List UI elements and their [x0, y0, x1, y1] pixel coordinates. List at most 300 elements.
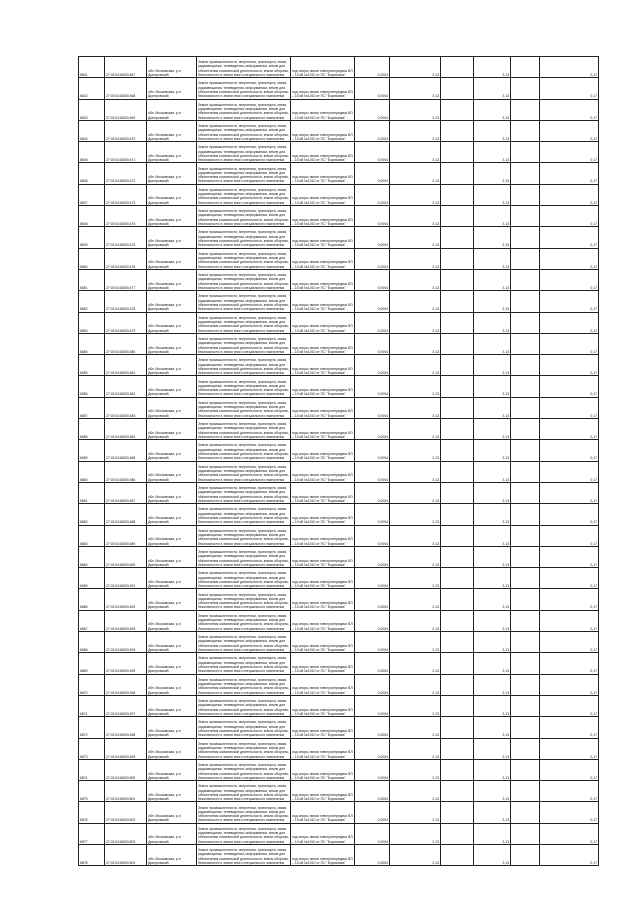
- table-row: [79, 269, 599, 290]
- cadastral-value-cell: 2,13: [474, 610, 511, 631]
- row-number-cell: 6868: [79, 632, 105, 653]
- area-cell: 0,0004: [355, 589, 390, 610]
- address-cell: обл. Московская, р-н Дмитровский: [147, 333, 197, 354]
- specific-value-cell: 2,13: [390, 632, 441, 653]
- specific-value-cell: 2,13: [390, 546, 441, 567]
- permitted-use-cell: под опоры линии электропередачи ВЛ – 10 кВ №1010 от ПС "Борисовка": [291, 695, 355, 716]
- row-number-cell: 6857: [79, 397, 105, 418]
- row-number-cell: 6871: [79, 695, 105, 716]
- specific-value-cell: 2,13: [390, 78, 441, 99]
- unit-value-cell: 0,17: [540, 312, 599, 333]
- address-cell: обл. Московская, р-н Дмитровский: [147, 440, 197, 461]
- permitted-use-cell: под опоры линии электропередачи ВЛ – 10 кВ №1010 от ПС "Борисовка": [291, 610, 355, 631]
- land-category-cell: Земли промышленности, энергетики, транспорта, связи, радиовещания, телевидения, информатики, земли для обеспечения космической деятельности, земли обороны, безопасности и земли иного специального назначения: [197, 206, 291, 227]
- land-category-cell: Земли промышленности, энергетики, транспорта, связи, радиовещания, телевидения, информатики, земли для обеспечения космической деятельности, земли обороны, безопасности и земли иного специального назначения: [197, 120, 291, 141]
- unit-value-cell: 0,17: [540, 461, 599, 482]
- cadastral-value-cell: 2,13: [474, 546, 511, 567]
- land-category-cell: Земли промышленности, энергетики, транспорта, связи, радиовещания, телевидения, информатики, земли для обеспечения космической деятельности, земли обороны, безопасности и земли иного специального назначения: [197, 163, 291, 184]
- land-category-cell: Земли промышленности, энергетики, транспорта, связи, радиовещания, телевидения, информатики, земли для обеспечения космической деятельности, земли обороны, безопасности и земли иного специального назначения: [197, 461, 291, 482]
- address-cell: обл. Московская, р-н Дмитровский: [147, 653, 197, 674]
- table-row: [79, 525, 599, 546]
- area-cell: 0,0004: [355, 312, 390, 333]
- empty-cell: [441, 482, 474, 503]
- specific-value-cell: 2,13: [390, 355, 441, 376]
- land-category-cell: Земли промышленности, энергетики, транспорта, связи, радиовещания, телевидения, информатики, земли для обеспечения космической деятельности, земли обороны, безопасности и земли иного специального назначения: [197, 610, 291, 631]
- cadastral-value-cell: 2,13: [474, 653, 511, 674]
- table-row: [79, 461, 599, 482]
- land-category-cell: Земли промышленности, энергетики, транспорта, связи, радиовещания, телевидения, информатики, земли для обеспечения космической деятельности, земли обороны, безопасности и земли иного специального назначения: [197, 312, 291, 333]
- land-category-cell: Земли промышленности, энергетики, транспорта, связи, радиовещания, телевидения, информатики, земли для обеспечения космической деятельности, земли обороны, безопасности и земли иного специального назначения: [197, 525, 291, 546]
- cadastral-number-cell: 27:02:0415603:469: [105, 99, 147, 120]
- cadastral-number-cell: 27:02:0415603:475: [105, 227, 147, 248]
- area-cell: 0,0004: [355, 653, 390, 674]
- table-row: [79, 844, 599, 865]
- area-cell: 0,0004: [355, 695, 390, 716]
- land-category-cell: Земли промышленности, энергетики, транспорта, связи, радиовещания, телевидения, информатики, земли для обеспечения космической деятельности, земли обороны, безопасности и земли иного специального назначения: [197, 738, 291, 759]
- area-cell: 0,0004: [355, 120, 390, 141]
- land-category-cell: Земли промышленности, энергетики, транспорта, связи, радиовещания, телевидения, информатики, земли для обеспечения космической деятельности, земли обороны, безопасности и земли иного специального назначения: [197, 482, 291, 503]
- permitted-use-cell: под опоры линии электропередачи ВЛ – 10 кВ №1010 от ПС "Борисовка": [291, 504, 355, 525]
- address-cell: обл. Московская, р-н Дмитровский: [147, 461, 197, 482]
- empty-cell: [441, 57, 474, 78]
- permitted-use-cell: под опоры линии электропередачи ВЛ – 10 кВ №1010 от ПС "Борисовка": [291, 802, 355, 823]
- cadastral-value-cell: 2,13: [474, 440, 511, 461]
- empty-cell: [441, 376, 474, 397]
- area-cell: 0,0004: [355, 525, 390, 546]
- specific-value-cell: 2,13: [390, 674, 441, 695]
- cadastral-value-cell: 2,13: [474, 738, 511, 759]
- table-row: [79, 504, 599, 525]
- area-cell: 0,0004: [355, 461, 390, 482]
- specific-value-cell: 2,13: [390, 738, 441, 759]
- cadastral-value-cell: 2,13: [474, 482, 511, 503]
- land-category-cell: Земли промышленности, энергетики, транспорта, связи, радиовещания, телевидения, информатики, земли для обеспечения космической деятельности, земли обороны, безопасности и земли иного специального назначения: [197, 333, 291, 354]
- area-cell: 0,0004: [355, 759, 390, 780]
- specific-value-cell: 2,13: [390, 120, 441, 141]
- cadastral-number-cell: 27:02:0415603:501: [105, 781, 147, 802]
- address-cell: обл. Московская, р-н Дмитровский: [147, 376, 197, 397]
- address-cell: обл. Московская, р-н Дмитровский: [147, 695, 197, 716]
- land-category-cell: Земли промышленности, энергетики, транспорта, связи, радиовещания, телевидения, информатики, земли для обеспечения космической деятельности, земли обороны, безопасности и земли иного специального назначения: [197, 695, 291, 716]
- area-cell: 0,0004: [355, 802, 390, 823]
- area-cell: 0,0004: [355, 397, 390, 418]
- specific-value-cell: 2,13: [390, 589, 441, 610]
- row-number-cell: 6848: [79, 206, 105, 227]
- specific-value-cell: 2,13: [390, 482, 441, 503]
- permitted-use-cell: под опоры линии электропередачи ВЛ – 10 кВ №1010 от ПС "Борисовка": [291, 717, 355, 738]
- empty-cell: [441, 504, 474, 525]
- permitted-use-cell: под опоры линии электропередачи ВЛ – 10 кВ №1010 от ПС "Борисовка": [291, 57, 355, 78]
- row-number-cell: 6878: [79, 844, 105, 865]
- area-cell: 0,0004: [355, 78, 390, 99]
- permitted-use-cell: под опоры линии электропередачи ВЛ – 10 кВ №1010 от ПС "Борисовка": [291, 589, 355, 610]
- address-cell: обл. Московская, р-н Дмитровский: [147, 78, 197, 99]
- cadastral-number-cell: 27:02:0415603:494: [105, 632, 147, 653]
- unit-value-cell: 0,17: [540, 184, 599, 205]
- permitted-use-cell: под опоры линии электропередачи ВЛ – 10 кВ №1010 от ПС "Борисовка": [291, 525, 355, 546]
- table-row: [79, 802, 599, 823]
- cadastral-value-cell: 2,13: [474, 206, 511, 227]
- empty-cell: [441, 248, 474, 269]
- empty-cell: [511, 163, 540, 184]
- area-cell: 0,0004: [355, 632, 390, 653]
- empty-cell: [511, 823, 540, 844]
- row-number-cell: 6843: [79, 99, 105, 120]
- address-cell: обл. Московская, р-н Дмитровский: [147, 504, 197, 525]
- unit-value-cell: 0,17: [540, 844, 599, 865]
- specific-value-cell: 2,13: [390, 610, 441, 631]
- address-cell: обл. Московская, р-н Дмитровский: [147, 57, 197, 78]
- row-number-cell: 6849: [79, 227, 105, 248]
- table-row: [79, 610, 599, 631]
- empty-cell: [511, 78, 540, 99]
- table-row: [79, 482, 599, 503]
- land-category-cell: Земли промышленности, энергетики, транспорта, связи, радиовещания, телевидения, информатики, земли для обеспечения космической деятельности, земли обороны, безопасности и земли иного специального назначения: [197, 397, 291, 418]
- empty-cell: [441, 312, 474, 333]
- address-cell: обл. Московская, р-н Дмитровский: [147, 163, 197, 184]
- empty-cell: [511, 546, 540, 567]
- unit-value-cell: 0,17: [540, 120, 599, 141]
- unit-value-cell: 0,17: [540, 759, 599, 780]
- empty-cell: [441, 440, 474, 461]
- land-category-cell: Земли промышленности, энергетики, транспорта, связи, радиовещания, телевидения, информатики, земли для обеспечения космической деятельности, земли обороны, безопасности и земли иного специального назначения: [197, 376, 291, 397]
- cadastral-value-cell: 2,13: [474, 248, 511, 269]
- specific-value-cell: 2,13: [390, 57, 441, 78]
- cadastral-value-cell: 2,13: [474, 802, 511, 823]
- table-row: [79, 120, 599, 141]
- land-category-cell: Земли промышленности, энергетики, транспорта, связи, радиовещания, телевидения, информатики, земли для обеспечения космической деятельности, земли обороны, безопасности и земли иного специального назначения: [197, 717, 291, 738]
- land-category-cell: Земли промышленности, энергетики, транспорта, связи, радиовещания, телевидения, информатики, земли для обеспечения космической деятельности, земли обороны, безопасности и земли иного специального назначения: [197, 504, 291, 525]
- land-category-cell: Земли промышленности, энергетики, транспорта, связи, радиовещания, телевидения, информатики, земли для обеспечения космической деятельности, земли обороны, безопасности и земли иного специального назначения: [197, 184, 291, 205]
- row-number-cell: 6875: [79, 781, 105, 802]
- unit-value-cell: 0,17: [540, 142, 599, 163]
- permitted-use-cell: под опоры линии электропередачи ВЛ – 10 кВ №1010 от ПС "Борисовка": [291, 163, 355, 184]
- permitted-use-cell: под опоры линии электропередачи ВЛ – 10 кВ №1010 от ПС "Борисовка": [291, 482, 355, 503]
- address-cell: обл. Московская, р-н Дмитровский: [147, 312, 197, 333]
- row-number-cell: 6876: [79, 802, 105, 823]
- unit-value-cell: 0,17: [540, 227, 599, 248]
- unit-value-cell: 0,17: [540, 504, 599, 525]
- cadastral-value-cell: 2,13: [474, 78, 511, 99]
- cadastral-value-cell: 2,13: [474, 397, 511, 418]
- land-category-cell: Земли промышленности, энергетики, транспорта, связи, радиовещания, телевидения, информатики, земли для обеспечения космической деятельности, земли обороны, безопасности и земли иного специального назначения: [197, 568, 291, 589]
- empty-cell: [441, 589, 474, 610]
- cadastral-value-cell: 2,13: [474, 781, 511, 802]
- empty-cell: [511, 440, 540, 461]
- specific-value-cell: 2,13: [390, 99, 441, 120]
- row-number-cell: 6856: [79, 376, 105, 397]
- cadastral-number-cell: 27:02:0415603:486: [105, 461, 147, 482]
- cadastral-value-cell: 2,13: [474, 717, 511, 738]
- empty-cell: [441, 461, 474, 482]
- permitted-use-cell: под опоры линии электропередачи ВЛ – 10 кВ №1010 от ПС "Борисовка": [291, 206, 355, 227]
- cadastral-number-cell: 27:02:0415603:498: [105, 717, 147, 738]
- permitted-use-cell: под опоры линии электропередачи ВЛ – 10 кВ №1010 от ПС "Борисовка": [291, 397, 355, 418]
- cadastral-number-cell: 27:02:0415603:484: [105, 419, 147, 440]
- cadastral-value-cell: 2,13: [474, 568, 511, 589]
- specific-value-cell: 2,13: [390, 802, 441, 823]
- land-category-cell: Земли промышленности, энергетики, транспорта, связи, радиовещания, телевидения, информатики, земли для обеспечения космической деятельности, земли обороны, безопасности и земли иного специального назначения: [197, 269, 291, 290]
- empty-cell: [441, 781, 474, 802]
- row-number-cell: 6851: [79, 269, 105, 290]
- empty-cell: [511, 269, 540, 290]
- empty-cell: [441, 142, 474, 163]
- table-row: [79, 184, 599, 205]
- specific-value-cell: 2,13: [390, 461, 441, 482]
- empty-cell: [441, 525, 474, 546]
- specific-value-cell: 2,13: [390, 142, 441, 163]
- cadastral-number-cell: 27:02:0415603:470: [105, 120, 147, 141]
- cadastral-number-cell: 27:02:0415603:489: [105, 525, 147, 546]
- land-category-cell: Земли промышленности, энергетики, транспорта, связи, радиовещания, телевидения, информатики, земли для обеспечения космической деятельности, земли обороны, безопасности и земли иного специального назначения: [197, 99, 291, 120]
- permitted-use-cell: под опоры линии электропередачи ВЛ – 10 кВ №1010 от ПС "Борисовка": [291, 78, 355, 99]
- specific-value-cell: 2,13: [390, 440, 441, 461]
- specific-value-cell: 2,13: [390, 568, 441, 589]
- area-cell: 0,0004: [355, 610, 390, 631]
- table-row: [79, 759, 599, 780]
- permitted-use-cell: под опоры линии электропередачи ВЛ – 10 кВ №1010 от ПС "Борисовка": [291, 333, 355, 354]
- cadastral-number-cell: 27:02:0415603:499: [105, 738, 147, 759]
- address-cell: обл. Московская, р-н Дмитровский: [147, 589, 197, 610]
- specific-value-cell: 2,13: [390, 291, 441, 312]
- specific-value-cell: 2,13: [390, 376, 441, 397]
- address-cell: обл. Московская, р-н Дмитровский: [147, 99, 197, 120]
- land-category-cell: Земли промышленности, энергетики, транспорта, связи, радиовещания, телевидения, информатики, земли для обеспечения космической деятельности, земли обороны, безопасности и земли иного специального назначения: [197, 227, 291, 248]
- land-category-cell: Земли промышленности, энергетики, транспорта, связи, радиовещания, телевидения, информатики, земли для обеспечения космической деятельности, земли обороны, безопасности и земли иного специального назначения: [197, 291, 291, 312]
- empty-cell: [511, 184, 540, 205]
- unit-value-cell: 0,17: [540, 397, 599, 418]
- area-cell: 0,0004: [355, 142, 390, 163]
- empty-cell: [511, 525, 540, 546]
- land-category-cell: Земли промышленности, энергетики, транспорта, связи, радиовещания, телевидения, информатики, земли для обеспечения космической деятельности, земли обороны, безопасности и земли иного специального назначения: [197, 546, 291, 567]
- address-cell: обл. Московская, р-н Дмитровский: [147, 355, 197, 376]
- unit-value-cell: 0,17: [540, 738, 599, 759]
- permitted-use-cell: под опоры линии электропередачи ВЛ – 10 кВ №1010 от ПС "Борисовка": [291, 291, 355, 312]
- row-number-cell: 6847: [79, 184, 105, 205]
- empty-cell: [441, 291, 474, 312]
- empty-cell: [511, 717, 540, 738]
- row-number-cell: 6863: [79, 525, 105, 546]
- empty-cell: [441, 759, 474, 780]
- empty-cell: [441, 674, 474, 695]
- empty-cell: [441, 802, 474, 823]
- cadastral-number-cell: 27:02:0415603:502: [105, 802, 147, 823]
- specific-value-cell: 2,13: [390, 227, 441, 248]
- unit-value-cell: 0,17: [540, 440, 599, 461]
- cadastral-number-cell: 27:02:0415603:500: [105, 759, 147, 780]
- permitted-use-cell: под опоры линии электропередачи ВЛ – 10 кВ №1010 от ПС "Борисовка": [291, 823, 355, 844]
- cadastral-value-cell: 2,13: [474, 355, 511, 376]
- cadastral-number-cell: 27:02:0415603:487: [105, 482, 147, 503]
- empty-cell: [511, 482, 540, 503]
- unit-value-cell: 0,17: [540, 248, 599, 269]
- address-cell: обл. Московская, р-н Дмитровский: [147, 291, 197, 312]
- specific-value-cell: 2,13: [390, 653, 441, 674]
- table-row: [79, 440, 599, 461]
- empty-cell: [511, 312, 540, 333]
- empty-cell: [511, 99, 540, 120]
- cadastral-value-cell: 2,13: [474, 632, 511, 653]
- cadastral-number-cell: 27:02:0415603:479: [105, 312, 147, 333]
- permitted-use-cell: под опоры линии электропередачи ВЛ – 10 кВ №1010 от ПС "Борисовка": [291, 227, 355, 248]
- address-cell: обл. Московская, р-н Дмитровский: [147, 184, 197, 205]
- address-cell: обл. Московская, р-н Дмитровский: [147, 419, 197, 440]
- unit-value-cell: 0,17: [540, 333, 599, 354]
- table-row: [79, 99, 599, 120]
- cadastral-value-cell: 2,13: [474, 312, 511, 333]
- row-number-cell: 6842: [79, 78, 105, 99]
- cadastral-value-cell: 2,13: [474, 184, 511, 205]
- area-cell: 0,0004: [355, 99, 390, 120]
- empty-cell: [511, 57, 540, 78]
- land-category-cell: Земли промышленности, энергетики, транспорта, связи, радиовещания, телевидения, информатики, земли для обеспечения космической деятельности, земли обороны, безопасности и земли иного специального назначения: [197, 844, 291, 865]
- empty-cell: [511, 227, 540, 248]
- empty-cell: [441, 227, 474, 248]
- cadastral-value-cell: 2,13: [474, 163, 511, 184]
- empty-cell: [511, 802, 540, 823]
- area-cell: 0,0004: [355, 717, 390, 738]
- table-row: [79, 333, 599, 354]
- table-row: [79, 355, 599, 376]
- table-row: [79, 376, 599, 397]
- empty-cell: [441, 333, 474, 354]
- land-category-cell: Земли промышленности, энергетики, транспорта, связи, радиовещания, телевидения, информатики, земли для обеспечения космической деятельности, земли обороны, безопасности и земли иного специального назначения: [197, 653, 291, 674]
- permitted-use-cell: под опоры линии электропередачи ВЛ – 10 кВ №1010 от ПС "Борисовка": [291, 312, 355, 333]
- unit-value-cell: 0,17: [540, 589, 599, 610]
- unit-value-cell: 0,17: [540, 823, 599, 844]
- cadastral-number-cell: 27:02:0415603:493: [105, 610, 147, 631]
- land-category-cell: Земли промышленности, энергетики, транспорта, связи, радиовещания, телевидения, информатики, земли для обеспечения космической деятельности, земли обороны, безопасности и земли иного специального назначения: [197, 57, 291, 78]
- area-cell: 0,0004: [355, 482, 390, 503]
- permitted-use-cell: под опоры линии электропередачи ВЛ – 10 кВ №1010 от ПС "Борисовка": [291, 248, 355, 269]
- unit-value-cell: 0,17: [540, 482, 599, 503]
- row-number-cell: 6858: [79, 419, 105, 440]
- unit-value-cell: 0,17: [540, 355, 599, 376]
- unit-value-cell: 0,17: [540, 610, 599, 631]
- area-cell: 0,0004: [355, 844, 390, 865]
- address-cell: обл. Московская, р-н Дмитровский: [147, 610, 197, 631]
- permitted-use-cell: под опоры линии электропередачи ВЛ – 10 кВ №1010 от ПС "Борисовка": [291, 461, 355, 482]
- permitted-use-cell: под опоры линии электропередачи ВЛ – 10 кВ №1010 от ПС "Борисовка": [291, 269, 355, 290]
- row-number-cell: 6860: [79, 461, 105, 482]
- area-cell: 0,0004: [355, 376, 390, 397]
- cadastral-value-cell: 2,13: [474, 57, 511, 78]
- empty-cell: [441, 546, 474, 567]
- empty-cell: [511, 589, 540, 610]
- specific-value-cell: 2,13: [390, 823, 441, 844]
- empty-cell: [511, 781, 540, 802]
- specific-value-cell: 2,13: [390, 206, 441, 227]
- empty-cell: [441, 397, 474, 418]
- address-cell: обл. Московская, р-н Дмитровский: [147, 227, 197, 248]
- unit-value-cell: 0,17: [540, 99, 599, 120]
- row-number-cell: 6852: [79, 291, 105, 312]
- empty-cell: [511, 142, 540, 163]
- table-row: [79, 589, 599, 610]
- row-number-cell: 6864: [79, 546, 105, 567]
- specific-value-cell: 2,13: [390, 184, 441, 205]
- area-cell: 0,0004: [355, 333, 390, 354]
- address-cell: обл. Московская, р-н Дмитровский: [147, 781, 197, 802]
- unit-value-cell: 0,17: [540, 546, 599, 567]
- permitted-use-cell: под опоры линии электропередачи ВЛ – 10 кВ №1010 от ПС "Борисовка": [291, 355, 355, 376]
- empty-cell: [511, 120, 540, 141]
- table-row: [79, 163, 599, 184]
- unit-value-cell: 0,17: [540, 695, 599, 716]
- cadastral-number-cell: 27:02:0415603:477: [105, 269, 147, 290]
- cadastral-value-cell: 2,13: [474, 525, 511, 546]
- empty-cell: [511, 653, 540, 674]
- row-number-cell: 6854: [79, 333, 105, 354]
- cadastral-number-cell: 27:02:0415603:503: [105, 823, 147, 844]
- area-cell: 0,0004: [355, 184, 390, 205]
- cadastral-value-cell: 2,13: [474, 376, 511, 397]
- row-number-cell: 6872: [79, 717, 105, 738]
- empty-cell: [441, 163, 474, 184]
- area-cell: 0,0004: [355, 440, 390, 461]
- specific-value-cell: 2,13: [390, 248, 441, 269]
- unit-value-cell: 0,17: [540, 653, 599, 674]
- row-number-cell: 6877: [79, 823, 105, 844]
- table-row: [79, 717, 599, 738]
- table-row: [79, 632, 599, 653]
- empty-cell: [441, 717, 474, 738]
- row-number-cell: 6873: [79, 738, 105, 759]
- specific-value-cell: 2,13: [390, 163, 441, 184]
- row-number-cell: 6855: [79, 355, 105, 376]
- unit-value-cell: 0,17: [540, 717, 599, 738]
- cadastral-value-cell: 2,13: [474, 823, 511, 844]
- area-cell: 0,0004: [355, 419, 390, 440]
- cadastral-number-cell: 27:02:0415603:474: [105, 206, 147, 227]
- table-row: [79, 781, 599, 802]
- cadastral-value-cell: 2,13: [474, 461, 511, 482]
- row-number-cell: 6846: [79, 163, 105, 184]
- address-cell: обл. Московская, р-н Дмитровский: [147, 482, 197, 503]
- permitted-use-cell: под опоры линии электропередачи ВЛ – 10 кВ №1010 от ПС "Борисовка": [291, 376, 355, 397]
- cadastral-value-cell: 2,13: [474, 695, 511, 716]
- cadastral-number-cell: 27:02:0415603:485: [105, 440, 147, 461]
- empty-cell: [441, 738, 474, 759]
- area-cell: 0,0004: [355, 248, 390, 269]
- area-cell: 0,0004: [355, 568, 390, 589]
- empty-cell: [441, 184, 474, 205]
- unit-value-cell: 0,17: [540, 525, 599, 546]
- row-number-cell: 6859: [79, 440, 105, 461]
- row-number-cell: 6861: [79, 482, 105, 503]
- empty-cell: [441, 120, 474, 141]
- unit-value-cell: 0,17: [540, 674, 599, 695]
- empty-cell: [511, 759, 540, 780]
- table-row: [79, 248, 599, 269]
- table-row: [79, 57, 599, 78]
- row-number-cell: 6850: [79, 248, 105, 269]
- specific-value-cell: 2,13: [390, 695, 441, 716]
- cadastral-number-cell: 27:02:0415603:504: [105, 844, 147, 865]
- cadastral-number-cell: 27:02:0415603:490: [105, 546, 147, 567]
- land-category-cell: Земли промышленности, энергетики, транспорта, связи, радиовещания, телевидения, информатики, земли для обеспечения космической деятельности, земли обороны, безопасности и земли иного специального назначения: [197, 823, 291, 844]
- table-row: [79, 291, 599, 312]
- address-cell: обл. Московская, р-н Дмитровский: [147, 823, 197, 844]
- permitted-use-cell: под опоры линии электропередачи ВЛ – 10 кВ №1010 от ПС "Борисовка": [291, 546, 355, 567]
- empty-cell: [511, 674, 540, 695]
- empty-cell: [441, 568, 474, 589]
- specific-value-cell: 2,13: [390, 397, 441, 418]
- land-category-cell: Земли промышленности, энергетики, транспорта, связи, радиовещания, телевидения, информатики, земли для обеспечения космической деятельности, земли обороны, безопасности и земли иного специального назначения: [197, 78, 291, 99]
- land-category-cell: Земли промышленности, энергетики, транспорта, связи, радиовещания, телевидения, информатики, земли для обеспечения космической деятельности, земли обороны, безопасности и земли иного специального назначения: [197, 440, 291, 461]
- permitted-use-cell: под опоры линии электропередачи ВЛ – 10 кВ №1010 от ПС "Борисовка": [291, 759, 355, 780]
- empty-cell: [441, 206, 474, 227]
